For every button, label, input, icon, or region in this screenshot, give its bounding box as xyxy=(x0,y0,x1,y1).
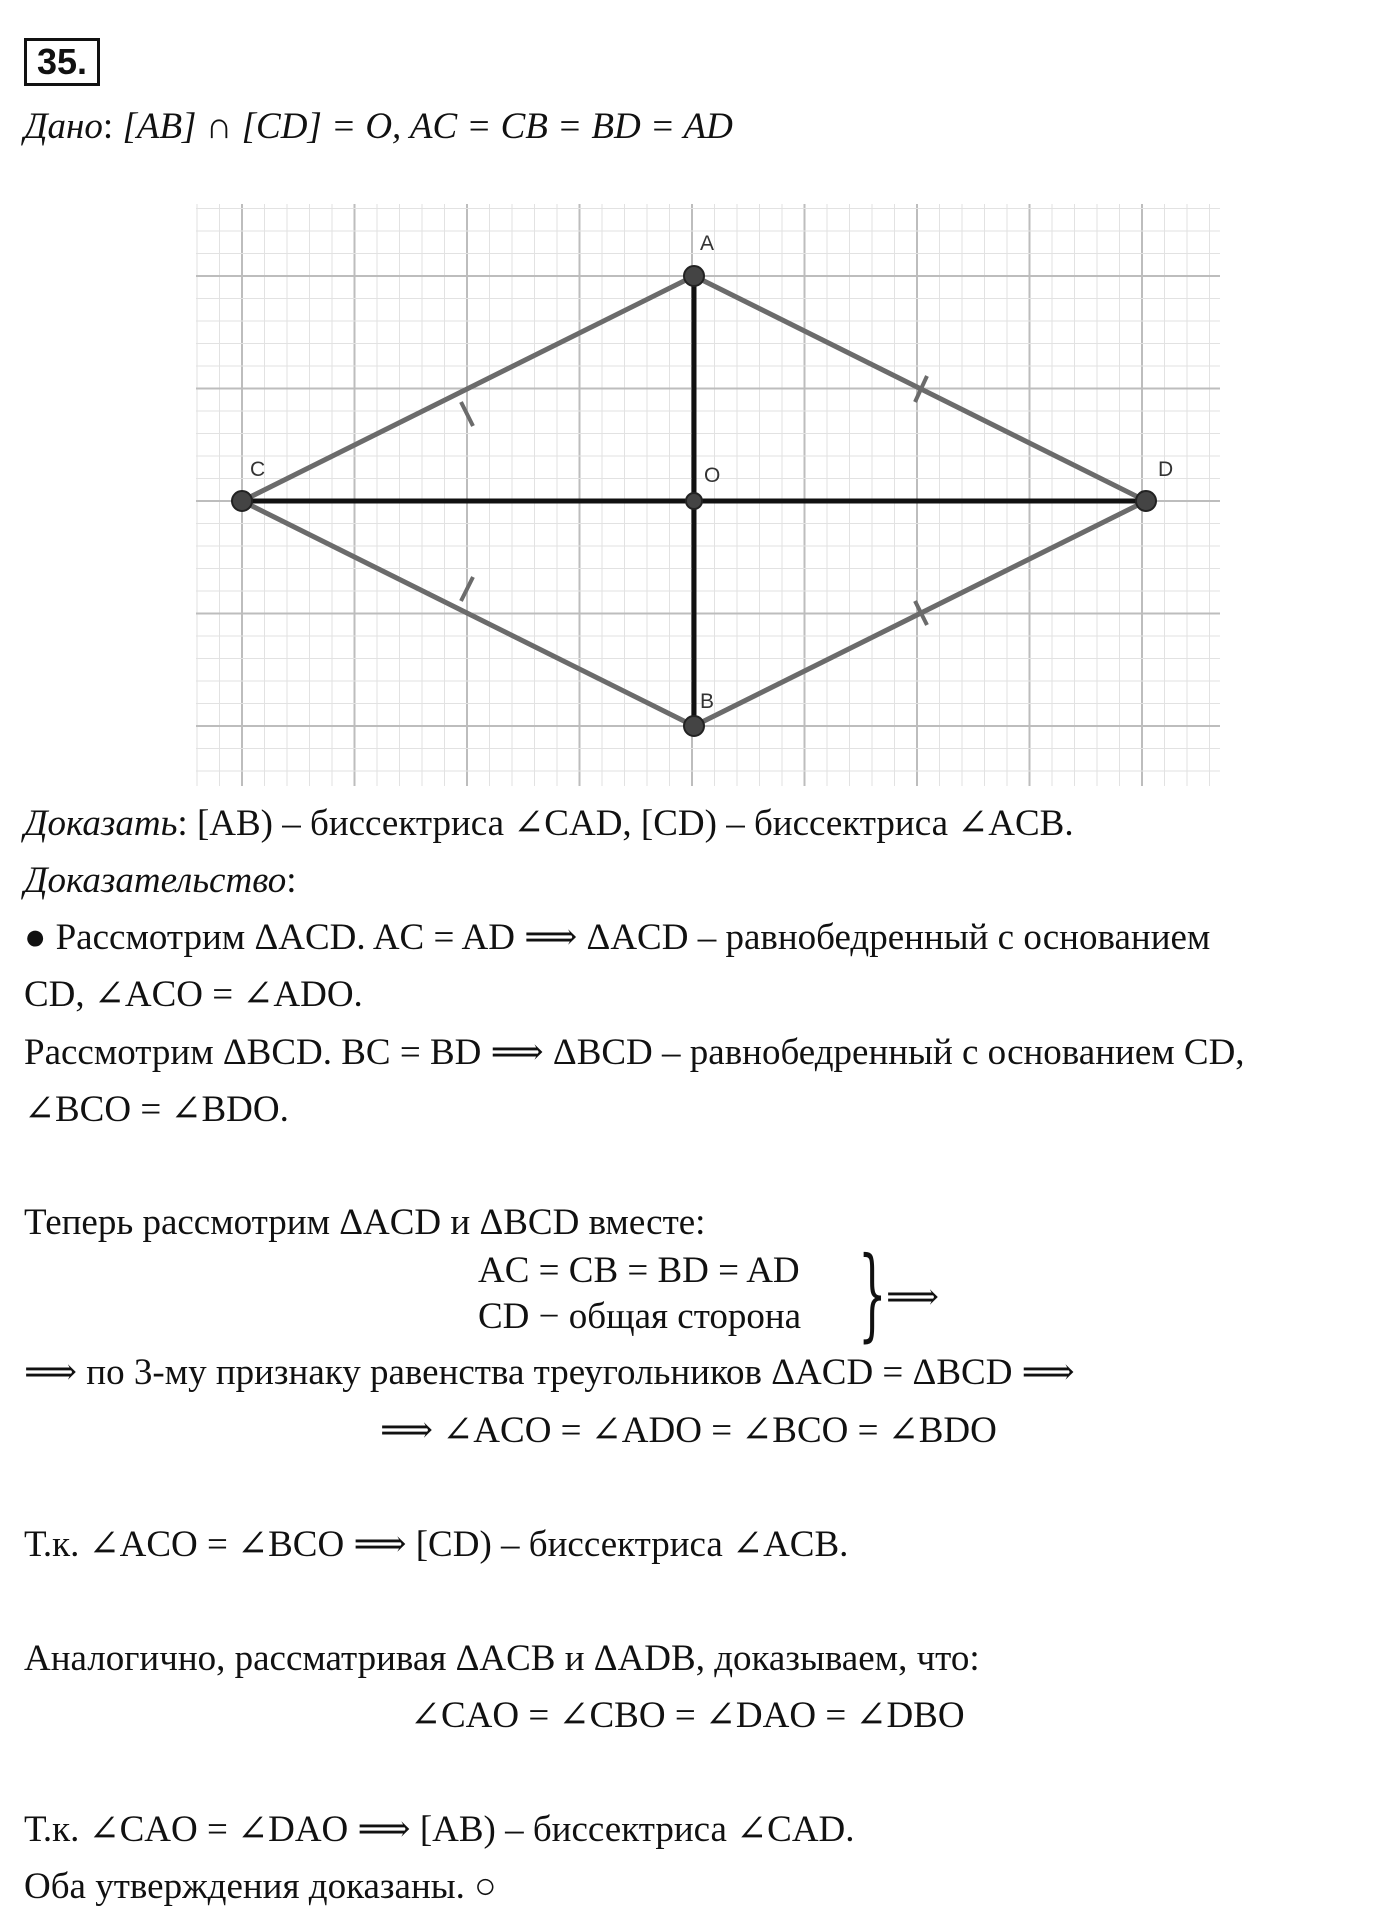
point-a xyxy=(684,266,704,286)
right-brace-icon: } xyxy=(858,1235,887,1352)
proof-line-8: ⟹ по 3-му признаку равенства треугольников ΔACD = ΔBCD ⟹ xyxy=(24,1352,1075,1393)
label-b: B xyxy=(700,690,715,713)
system-line-2: CD − общая сторона xyxy=(478,1296,802,1337)
proof-line-12: ∠CAO = ∠CBO = ∠DAO = ∠DBO xyxy=(410,1695,965,1736)
label-a: A xyxy=(700,232,715,255)
label-d: D xyxy=(1158,458,1174,481)
given-label: Дано xyxy=(24,106,103,147)
prove-text: [AB) – биссектриса ∠CAD, [CD) – биссектриса ∠ACB. xyxy=(196,803,1074,844)
proof-heading: Доказательство: xyxy=(24,860,297,901)
label-c: C xyxy=(250,458,266,481)
proof-line-11: Аналогично, рассматривая ΔACB и ΔADB, доказываем, что: xyxy=(24,1638,980,1679)
proof-line-14: Оба утверждения доказаны. ○ xyxy=(24,1866,497,1907)
label-o: O xyxy=(704,464,721,487)
proof-line-10: Т.к. ∠ACO = ∠BCO ⟹ [CD) – биссектриса ∠ACB. xyxy=(24,1524,849,1565)
point-d xyxy=(1136,491,1156,511)
proof-line-4: ∠BCO = ∠BDO. xyxy=(24,1089,289,1130)
proof-line-2: CD, ∠ACO = ∠ADO. xyxy=(24,974,363,1015)
proof-label: Доказательство xyxy=(24,860,287,901)
point-b xyxy=(684,716,704,736)
point-labels xyxy=(250,232,1173,713)
proof-line-1: ● Рассмотрим ΔACD. AC = AD ⟹ ΔACD – равнобедренный с основанием xyxy=(24,917,1211,958)
rhombus-figure xyxy=(196,204,1220,786)
proof-line-3: Рассмотрим ΔBCD. BC = BD ⟹ ΔBCD – равнобедренный с основанием CD, xyxy=(24,1032,1245,1073)
point-o xyxy=(686,493,702,509)
prove-label: Доказать xyxy=(24,803,178,844)
point-c xyxy=(232,491,252,511)
proof-line-5: Теперь рассмотрим ΔACD и ΔBCD вместе: xyxy=(24,1202,706,1243)
proof-line-9: ⟹ ∠ACO = ∠ADO = ∠BCO = ∠BDO xyxy=(380,1410,997,1451)
given-line: Дано: [AB] ∩ [CD] = O, AC = CB = BD = AD xyxy=(24,106,733,147)
system-line-1: AC = CB = BD = AD xyxy=(478,1250,800,1291)
prove-line: Доказать: [AB) – биссектриса ∠CAD, [CD) – биссектриса ∠ACB. xyxy=(24,803,1074,844)
given-text: [AB] ∩ [CD] = O, AC = CB = BD = AD xyxy=(122,106,733,147)
proof-line-13: Т.к. ∠CAO = ∠DAO ⟹ [AB) – биссектриса ∠CAD. xyxy=(24,1809,855,1850)
problem-number: 35. xyxy=(24,38,100,86)
system-block xyxy=(478,1248,801,1340)
system-arrow: ⟹ xyxy=(886,1277,940,1318)
